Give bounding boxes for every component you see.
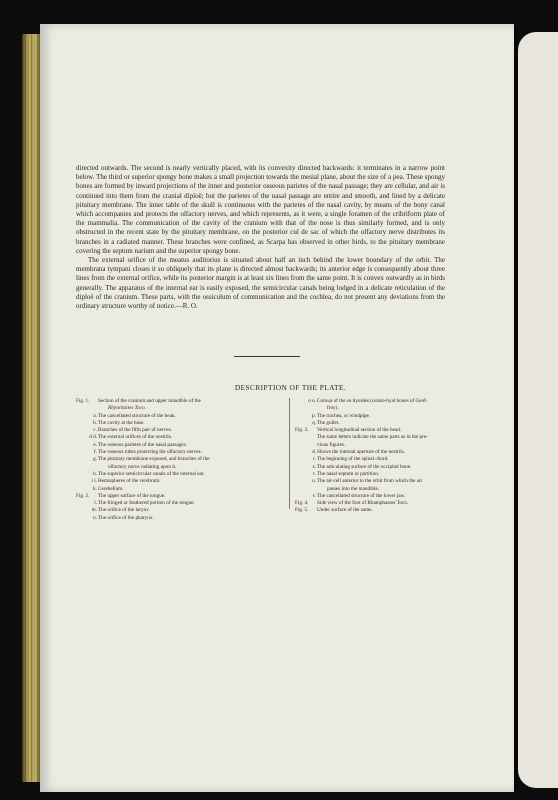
plate-entry (76, 478, 284, 485)
paragraph-1: directed outwards. The second is nearly vertically placed, with its convexity directed backwards: it terminates in a narrow point below. The third or superior spongy bone makes a small projection towards the mesial plane, about the size of a pea. These spongy bones are formed by inward projections of the inner and posterior osseous parietes of the nasal passage; they are cellular, and air is continued into them from the cranial diploë; but the parietes of the nasal passage are entire and smooth, and lined by a delicate pituitary membrane. The inner table of the skull is continuous with the parietes of the nasal cavity, by means of the bony canal which accompanies and protects the olfactory nerves, and which represents, as it were, a single foramen of the cribriform plate of the mammalia. The communication of the cavity of the cranium with that of the nose is thus similarly formed, and is only obstructed in the recent state by the pituitary membrane, on the posterior cul de sac of which the olfactory nerve distributes its branches in a radiated manner. These branches were confined, as Scarpa has observed in other birds, to the pituitary membrane covering the septum narium and the superior spongy bone. (76, 164, 445, 255)
book-edge (22, 34, 42, 782)
plate-entry-key: v. (312, 492, 316, 499)
column-divider (289, 398, 290, 509)
plate-entry-key: Fig. 5. (295, 507, 309, 514)
plate-entry-key: g. (93, 456, 97, 463)
plate-entry (76, 405, 284, 412)
plate-entry (295, 507, 503, 514)
plate-entry-text: The fringed or feathered portion of the tongue. (98, 500, 195, 507)
plate-entry (76, 398, 284, 405)
plate-entry (295, 413, 503, 420)
plate-entry-text: Rhynchaites Toco. (108, 405, 146, 412)
plate-entry-key: s. (312, 463, 316, 470)
plate-entry-text: Branches of the fifth pair of nerves. (98, 427, 172, 434)
plate-entry-key: Fig. 3. (295, 427, 309, 434)
plate-entry-key: r. (313, 456, 316, 463)
plate-entry-text: The cancellated structure of the beak. (98, 412, 176, 419)
plate-entry-key: Fig. 1. (76, 398, 90, 404)
plate-entry-text: The upper surface of the tongue. (98, 492, 166, 499)
plate-entry-text: The external orifices of the nostrils. (98, 434, 173, 441)
next-page-edge (518, 32, 558, 788)
plate-entry-text: The beginning of the spinal chord. (317, 456, 389, 463)
plate-entry-key: u. (312, 478, 316, 485)
plate-entry-key: Fig. 4. (295, 500, 309, 507)
plate-entry-key: m. (91, 507, 97, 514)
plate-entry-text: The trachea, or windpipe. (317, 412, 371, 419)
plate-entry-text: The same letters indicate the same parts as in the pre- (317, 434, 428, 441)
plate-heading: DESCRIPTION OF THE PLATE. (234, 383, 347, 392)
plate-entry-text: The nasal septum or partition. (317, 470, 380, 477)
plate-entry-text: The air-cell anterior to the orbit from which the air (317, 478, 423, 485)
plate-entry-text: olfactory nerve radiating upon it. (108, 463, 177, 470)
plate-entry (295, 456, 503, 463)
plate-entry-key: c. (93, 427, 97, 434)
plate-entry-key: i i. (91, 478, 97, 485)
plate-entry-text: The articulating surface of the occipital bone. (317, 463, 412, 470)
plate-entry (295, 442, 503, 449)
plate-entry (76, 515, 284, 522)
plate-entry-text: The gullet. (317, 419, 340, 426)
plate-entry (76, 464, 284, 471)
plate-entry-text: Cerebellum. (98, 485, 124, 492)
plate-entry-text: The orifice of the pharynx. (98, 514, 154, 521)
plate-entry-key: a. (93, 412, 97, 419)
plate-entry-text: Under surface of the same. (317, 507, 373, 514)
plate-entry-text: vious figures. (317, 441, 346, 448)
plate-left-column (76, 398, 284, 522)
plate-entry-text: Cornua of the os hyoides (cerato-hyal bones of Geof- (317, 398, 428, 404)
plate-entry-key: o o. (308, 398, 316, 404)
plate-entry (295, 427, 503, 434)
plate-entry (295, 486, 503, 493)
plate-entry-text: Shows the internal aperture of the nostrils. (317, 449, 406, 456)
plate-entry (76, 486, 284, 493)
plate-entry-text: passes into the mandible. (327, 485, 380, 492)
plate-entry-text: The osseous tubes protecting the olfactory nerves. (98, 449, 202, 456)
plate-entry-key: l. (94, 500, 97, 507)
plate-entry (76, 456, 284, 463)
plate-entry (295, 405, 503, 412)
plate-right-column (295, 398, 503, 515)
plate-entry-text: Section of the cranium and upper mandible of the (98, 398, 201, 404)
plate-entry (295, 478, 503, 485)
plate-entry (76, 413, 284, 420)
plate-entry-key: f. (93, 449, 97, 456)
plate-entry-key: d d. (89, 434, 97, 441)
plate-entry-text: Vertical longitudinal section of the head. (317, 427, 402, 434)
plate-entry (295, 464, 503, 471)
plate-entry-text: The cancellated structure of the lower jaw. (317, 492, 406, 499)
plate-entry-key: k. (93, 485, 97, 492)
section-rule (234, 356, 300, 357)
plate-entry-key: d. (312, 449, 316, 456)
plate-entry-text: The orifice of the larynx. (98, 507, 150, 514)
plate-entry-key: q. (312, 419, 316, 426)
plate-entry-key: p. (312, 412, 316, 419)
plate-entry-key: h. (93, 470, 97, 477)
plate-entry-key: e. (93, 441, 97, 448)
plate-entry-key: n. (93, 514, 97, 521)
plate-entry-text: The cavity at the base. (98, 419, 145, 426)
plate-entry (76, 507, 284, 514)
plate-entry-text: froy). (327, 405, 339, 412)
plate-entry (295, 434, 503, 441)
plate-entry-text: The pituitary membrane exposed, and branches of the (98, 456, 210, 463)
plate-entry-text: Hemispheres of the cerebrum. (98, 478, 161, 485)
plate-entry-text: The superior semicircular canals of the internal ear. (98, 470, 205, 477)
plate-entry-key: b. (93, 419, 97, 426)
plate-entry-text: The osseous parietes of the nasal passages. (98, 441, 187, 448)
body-text (76, 164, 445, 311)
book-edge-lines (22, 34, 42, 782)
paragraph-2: The external orifice of the meatus auditorius is situated about half an inch behind the lower boundary of the orbit. The membrana tympani closes it so obliquely that its plane is directed almost backwards; its anterior edge is consequently about three lines from the external orifice, while its posterior margin is at least six lines from the same point. It is convex outwardly as in birds generally. The apparatus of the internal ear is easily exposed, the semicircular canals being lodged in a delicate reticulation of the diploë of the cranium. These parts, with the ossiculum of communication and the cochlea, do not present any deviations from the ordinary structure worthy of notice.—R. O. (76, 256, 445, 311)
plate-entry (76, 434, 284, 441)
plate-entry (76, 442, 284, 449)
plate-entry-text: Side view of the foot of Rhamphastos Toco. (317, 500, 409, 507)
plate-entry-key: Fig. 2. (76, 492, 90, 499)
plate-entry-key: t. (313, 470, 316, 477)
